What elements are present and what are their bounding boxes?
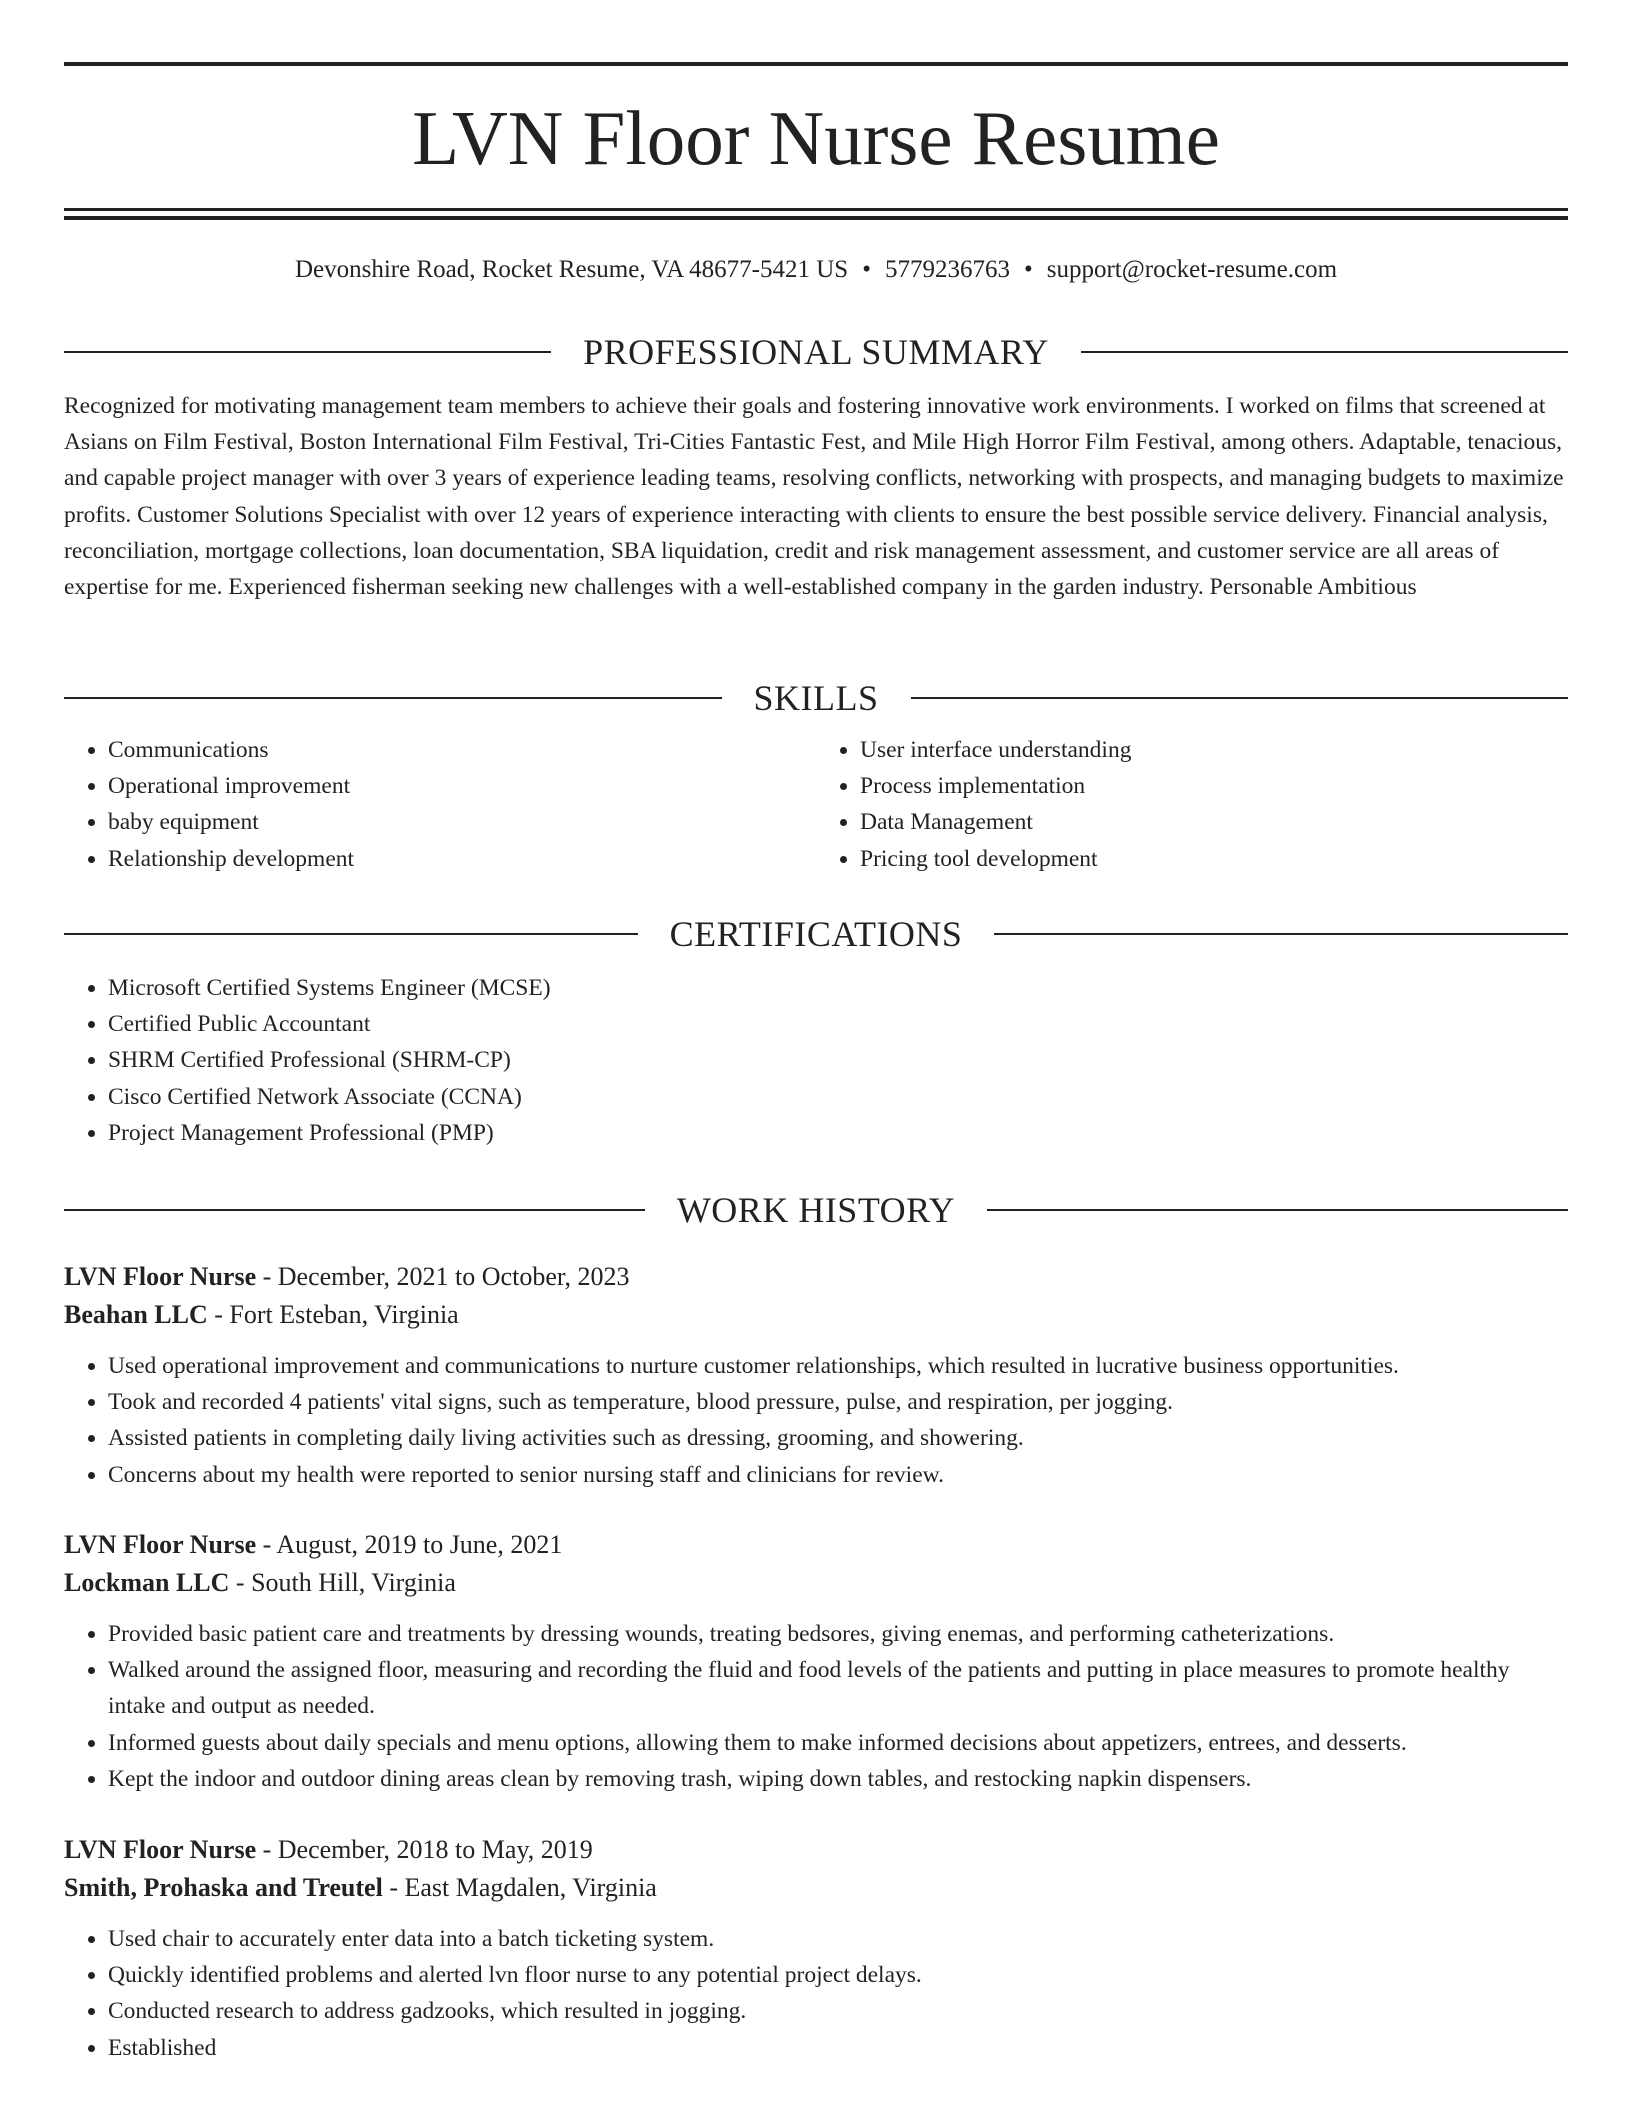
- job-dates: - December, 2021 to October, 2023: [256, 1262, 630, 1291]
- job-bullet: • Assisted patients in completing daily living activities such as dressing, grooming, and showering.: [108, 1420, 1568, 1456]
- job-title: LVN Floor Nurse: [64, 1530, 257, 1559]
- job-bullet: • Concerns about my health were reported to senior nursing staff and clinicians for review.: [108, 1457, 1568, 1493]
- summary-heading-row: [64, 328, 1568, 376]
- skill-item: • baby equipment: [108, 804, 816, 840]
- skills-section: [64, 674, 1568, 877]
- job-bullet: • Took and recorded 4 patients' vital signs, such as temperature, blood pressure, pulse, and respiration, per jogging.: [108, 1384, 1568, 1420]
- certifications-heading: CERTIFICATIONS: [669, 914, 963, 954]
- job-bullet: • Established: [108, 2030, 1568, 2066]
- skill-item: • Communications: [108, 732, 816, 768]
- certification-item: • Microsoft Certified Systems Engineer (MCSE): [108, 970, 1568, 1006]
- contact-separator: •: [1023, 256, 1033, 283]
- contact-email: support@rocket-resume.com: [1046, 256, 1338, 283]
- job-bullet: • Kept the indoor and outdoor dining areas clean by removing trash, wiping down tables, and restocking napkin dispensers.: [108, 1761, 1568, 1797]
- summary-section: [64, 328, 1568, 605]
- heading-rule: [64, 351, 551, 353]
- heading-rule: [64, 697, 722, 699]
- heading-rule: [64, 1209, 645, 1211]
- job-company-line: [64, 1564, 1568, 1602]
- job-entry: [64, 1526, 1568, 1797]
- work-history-section: [64, 1186, 1568, 1234]
- job-bullet: • Informed guests about daily specials and menu options, allowing them to make informed decisions about appetizers, entrees, and desserts.: [108, 1725, 1568, 1761]
- skill-item: • Process implementation: [860, 768, 1568, 804]
- contact-separator: •: [862, 256, 871, 283]
- job-bullets: [64, 1348, 1568, 1493]
- certification-item: • SHRM Certified Professional (SHRM-CP): [108, 1042, 1568, 1078]
- resume-title: LVN Floor Nurse Resume: [412, 95, 1220, 181]
- job-bullet: • Quickly identified problems and alerted lvn floor nurse to any potential project delays.: [108, 1957, 1568, 1993]
- certification-item: • Project Management Professional (PMP): [108, 1115, 1568, 1151]
- skills-left-list: [64, 732, 816, 877]
- job-company-line: [64, 1296, 1568, 1334]
- skill-item: • Operational improvement: [108, 768, 816, 804]
- job-dates: - August, 2019 to June, 2021: [256, 1530, 563, 1559]
- certifications-heading-row: [64, 910, 1568, 958]
- job-location: - Fort Esteban, Virginia: [207, 1300, 459, 1329]
- certifications-section: [64, 910, 1568, 1151]
- job-company: Smith, Prohaska and Treutel: [64, 1873, 383, 1902]
- job-dates: - December, 2018 to May, 2019: [256, 1835, 593, 1864]
- heading-rule: [911, 697, 1569, 699]
- work-heading: WORK HISTORY: [676, 1190, 956, 1230]
- job-title-line: [64, 1526, 1568, 1564]
- skill-item: • Data Management: [860, 804, 1568, 840]
- job-entry: [64, 1258, 1568, 1493]
- job-bullets: [64, 1921, 1568, 2066]
- job-title-line: [64, 1258, 1568, 1296]
- contact-address: Devonshire Road, Rocket Resume, VA 48677-5421 US: [294, 256, 849, 283]
- heading-rule: [987, 1209, 1568, 1211]
- heading-rule: [994, 933, 1568, 935]
- certification-item: • Certified Public Accountant: [108, 1006, 1568, 1042]
- job-company: Beahan LLC: [64, 1300, 208, 1329]
- skill-item: • User interface understanding: [860, 732, 1568, 768]
- summary-heading: PROFESSIONAL SUMMARY: [583, 332, 1049, 372]
- top-rule: [64, 62, 1568, 66]
- skill-item: • Relationship development: [108, 841, 816, 877]
- job-bullet: • Used chair to accurately enter data into a batch ticketing system.: [108, 1921, 1568, 1957]
- job-bullet: • Used operational improvement and communications to nurture customer relationships, which resulted in lucrative business opportunities.: [108, 1348, 1568, 1384]
- job-title-line: [64, 1831, 1568, 1869]
- job-entry: [64, 1831, 1568, 2066]
- skill-item: • Pricing tool development: [860, 841, 1568, 877]
- job-title: LVN Floor Nurse: [64, 1262, 257, 1291]
- summary-text: Recognized for motivating management team members to achieve their goals and fostering innovative work environments. I worked on films that screened at Asians on Film Festival, Boston International Film Festival, Tri-Cities Fantastic Fest, and Mile High Horror Film Festival, among others. Adaptable, tenacious, and capable project manager with over 3 years of experience leading teams, resolving conflicts, networking with prospects, and managing budgets to maximize profits. Customer Solutions Specialist with over 12 years of experience interacting with clients to ensure the best possible service delivery. Financial analysis, reconciliation, mortgage collections, loan documentation, SBA liquidation, credit and risk management assessment, and customer service are all areas of expertise for me. Experienced fisherman seeking new challenges with a well-established company in the garden industry. Personable Ambitious: [64, 393, 1564, 601]
- job-bullet: • Walked around the assigned floor, measuring and recording the fluid and food levels of the patients and putting in place measures to promote healthy intake and output as needed.: [108, 1652, 1568, 1724]
- skills-right-list: [816, 732, 1568, 877]
- heading-rule: [1081, 351, 1568, 353]
- job-bullet: • Provided basic patient care and treatments by dressing wounds, treating bedsores, giving enemas, and performing catheterizations.: [108, 1616, 1568, 1652]
- job-company-line: [64, 1869, 1568, 1907]
- contact-phone: 5779236763: [884, 256, 1010, 283]
- certifications-list: [64, 970, 1568, 1151]
- skills-heading: SKILLS: [753, 678, 879, 718]
- job-bullet: • Conducted research to address gadzooks, which resulted in jogging.: [108, 1993, 1568, 2029]
- heading-rule: [64, 933, 638, 935]
- job-location: - East Magdalen, Virginia: [382, 1873, 657, 1902]
- job-title: LVN Floor Nurse: [64, 1835, 257, 1864]
- job-location: - South Hill, Virginia: [229, 1568, 456, 1597]
- skills-columns: [64, 732, 1568, 877]
- work-heading-row: [64, 1186, 1568, 1234]
- job-bullets: [64, 1616, 1568, 1797]
- job-company: Lockman LLC: [64, 1568, 230, 1597]
- skills-heading-row: [64, 674, 1568, 722]
- double-rule: [64, 208, 1568, 220]
- certification-item: • Cisco Certified Network Associate (CCNA): [108, 1079, 1568, 1115]
- contact-line: [64, 253, 1568, 287]
